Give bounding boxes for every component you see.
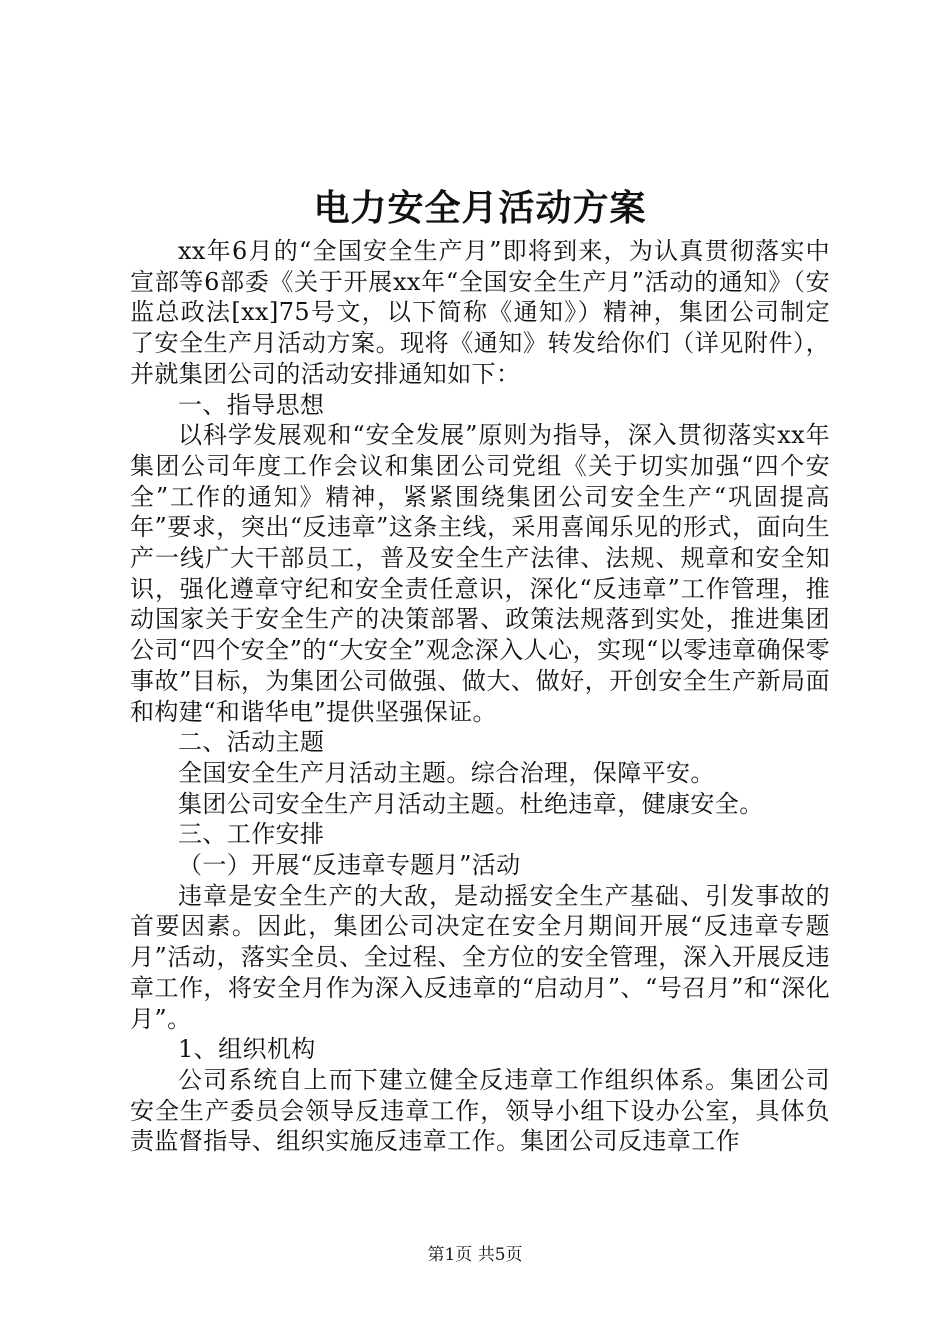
- paragraph-group-theme: 集团公司安全生产月活动主题。杜绝违章，健康安全。: [178, 789, 764, 818]
- subheading-organization: 1、组织机构: [178, 1035, 316, 1064]
- paragraph-anti-violation: 违章是安全生产的大敌，是动摇安全生产基础、引发事故的首要因素。因此，集团公司决定在安全月期间开展“反违章专题月”活动，落实全员、全过程、全方位的安全管理，深入开展反违章工作，将安全月作为深入反违章的“启动月”、“号召月”和“深化月”。: [130, 881, 830, 1033]
- paragraph-organization: 公司系统自上而下建立健全反违章工作组织体系。集团公司安全生产委员会领导反违章工作，领导小组下设办公室，具体负责监督指导、组织实施反违章工作。集团公司反违章工作: [130, 1065, 830, 1156]
- page-footer: 第1页 共5页: [427, 1245, 523, 1265]
- paragraph-intro: xx年6月的“全国安全生产月”即将到来，为认真贯彻落实中宣部等6部委《关于开展xx年“全国安全生产月”活动的通知》（安监总政法[xx]75号文，以下简称《通知》）精神，集团公司制定了安全生产月活动方案。现将《通知》转发给你们（详见附件），并就集团公司的活动安排通知如下：: [130, 237, 830, 388]
- subheading-anti-violation-month: （一）开展“反违章专题月”活动: [178, 851, 521, 880]
- paragraph-national-theme: 全国安全生产月活动主题。综合治理，保障平安。: [178, 758, 715, 787]
- heading-work-arrangement: 三、工作安排: [178, 820, 325, 849]
- heading-activity-theme: 二、活动主题: [178, 728, 325, 757]
- document-body: [130, 236, 830, 1157]
- document-title: 电力安全月活动方案: [313, 187, 647, 229]
- document-page: [130, 0, 830, 1344]
- paragraph-guiding-ideology: 以科学发展观和“安全发展”原则为指导，深入贯彻落实xx年集团公司年度工作会议和集团公司党组《关于切实加强“四个安全”工作的通知》精神，紧紧围绕集团公司安全生产“巩固提高年”要求，突出“反违章”这条主线，采用喜闻乐见的形式，面向生产一线广大干部员工，普及安全生产法律、法规、规章和安全知识，强化遵章守纪和安全责任意识，深化“反违章”工作管理，推动国家关于安全生产的决策部署、政策法规落到实处，推进集团公司“四个安全”的“大安全”观念深入人心，实现“以零违章确保零事故”目标，为集团公司做强、做大、做好，开创安全生产新局面和构建“和谐华电”提供坚强保证。: [130, 421, 830, 726]
- heading-guiding-ideology: 一、指导思想: [178, 390, 325, 419]
